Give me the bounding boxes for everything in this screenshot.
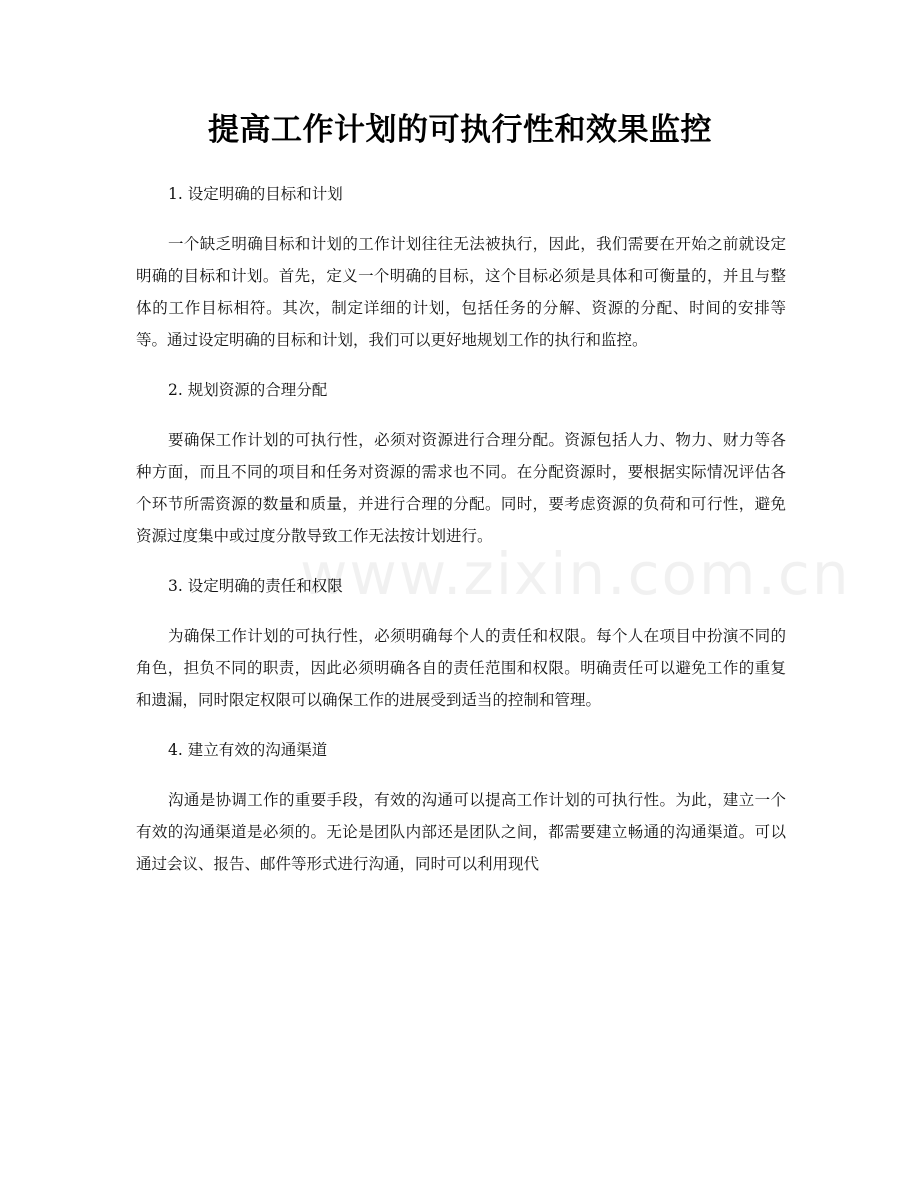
section-heading-1: 1. 设定明确的目标和计划 (168, 185, 343, 203)
document-body (136, 180, 786, 900)
section-paragraph-2: 要确保工作计划的可执行性，必须对资源进行合理分配。资源包括人力、物力、财力等各种方面，而且不同的项目和任务对资源的需求也不同。在分配资源时，要根据实际情况评估各个环节所需资源的数量和质量，并进行合理的分配。同时，要考虑资源的负荷和可行性，避免资源过度集中或过度分散导致工作无法按计划进行。 (136, 431, 786, 545)
section-paragraph-1: 一个缺乏明确目标和计划的工作计划往往无法被执行，因此，我们需要在开始之前就设定明确的目标和计划。首先，定义一个明确的目标，这个目标必须是具体和可衡量的，并且与整体的工作目标相符。其次，制定详细的计划，包括任务的分解、资源的分配、时间的安排等等。通过设定明确的目标和计划，我们可以更好地规划工作的执行和监控。 (136, 235, 786, 349)
watermark: www.zixin.com.cn (300, 540, 851, 608)
section-heading-3: 3. 设定明确的责任和权限 (168, 577, 343, 595)
section-heading-2: 2. 规划资源的合理分配 (168, 381, 328, 399)
document-title: 提高工作计划的可执行性和效果监控 (208, 112, 712, 148)
section-heading-4: 4. 建立有效的沟通渠道 (168, 741, 328, 759)
section-paragraph-3: 为确保工作计划的可执行性，必须明确每个人的责任和权限。每个人在项目中扮演不同的角色，担负不同的职责，因此必须明确各自的责任范围和权限。明确责任可以避免工作的重复和遗漏，同时限定权限可以确保工作的进展受到适当的控制和管理。 (136, 627, 786, 709)
section-paragraph-4: 沟通是协调工作的重要手段，有效的沟通可以提高工作计划的可执行性。为此，建立一个有效的沟通渠道是必须的。无论是团队内部还是团队之间，都需要建立畅通的沟通渠道。可以通过会议、报告、邮件等形式进行沟通，同时可以利用现代 (136, 791, 786, 873)
